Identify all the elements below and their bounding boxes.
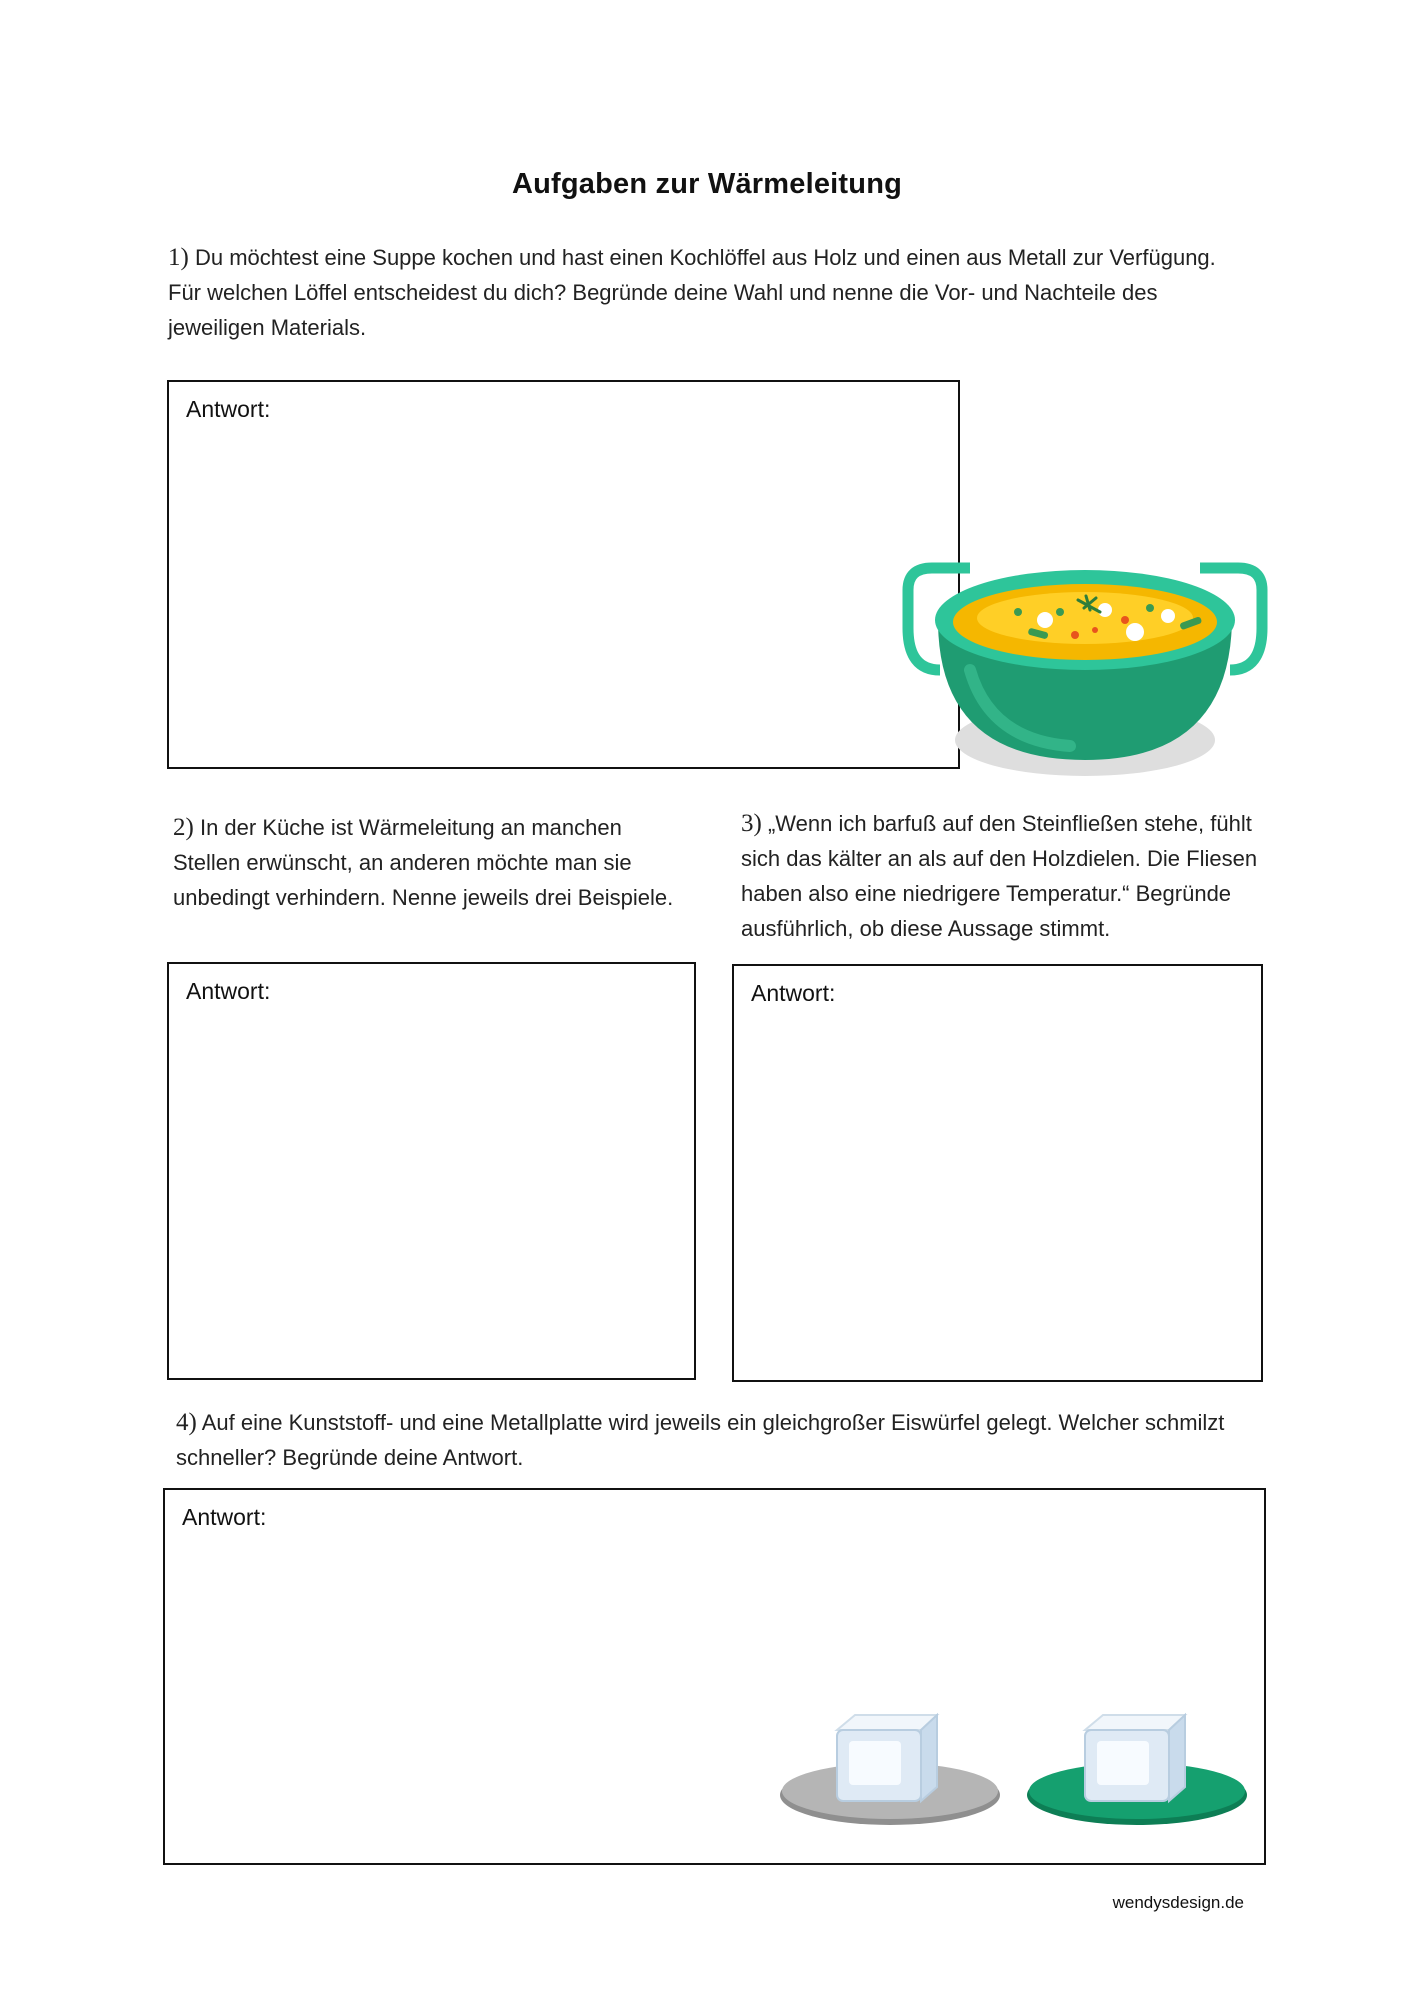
task-text: Auf eine Kunststoff- und eine Metallplatte wird jeweils ein gleichgroßer Eiswürfel gelegt. Welcher schmilzt schneller? Begründe deine Antwort. bbox=[176, 1410, 1225, 1470]
task-1-prompt bbox=[168, 240, 1248, 345]
task-3-prompt bbox=[741, 806, 1281, 946]
task-2-prompt bbox=[173, 810, 693, 915]
task-number: 2) bbox=[173, 814, 194, 841]
task-4-prompt bbox=[176, 1405, 1266, 1475]
task-text: In der Küche ist Wärmeleitung an manchen Stellen erwünscht, an anderen möchte man sie unbedingt verhindern. Nenne jeweils drei Beispiele. bbox=[173, 815, 674, 910]
task-text: Du möchtest eine Suppe kochen und hast einen Kochlöffel aus Holz und einen aus Metall zur Verfügung. Für welchen Löffel entscheidest du dich? Begründe deine Wahl und nenne die Vor- und Nachteile des jeweiligen Materials. bbox=[168, 245, 1216, 340]
answer-box-1[interactable] bbox=[167, 380, 960, 769]
answer-box-3[interactable] bbox=[732, 964, 1263, 1382]
task-text: „Wenn ich barfuß auf den Steinfließen stehe, fühlt sich das kälter an als auf den Holzdielen. Die Fliesen haben also eine niedrigere Temperatur.“ Begründe ausführlich, ob diese Aussage stimmt. bbox=[741, 811, 1258, 941]
answer-label: Antwort: bbox=[186, 396, 271, 422]
answer-label: Antwort: bbox=[186, 978, 271, 1004]
answer-label: Antwort: bbox=[182, 1504, 267, 1530]
task-number: 3) bbox=[741, 810, 762, 837]
task-number: 4) bbox=[176, 1409, 197, 1436]
soup-pot-illustration bbox=[900, 550, 1280, 790]
answer-label: Antwort: bbox=[751, 980, 836, 1006]
ice-cubes-on-plates-illustration bbox=[775, 1705, 1255, 1835]
page-title: Aufgaben zur Wärmeleitung bbox=[511, 168, 903, 200]
task-number: 1) bbox=[168, 244, 189, 271]
footer-credit: wendysdesign.de bbox=[1112, 1893, 1244, 1912]
answer-box-2[interactable] bbox=[167, 962, 696, 1380]
